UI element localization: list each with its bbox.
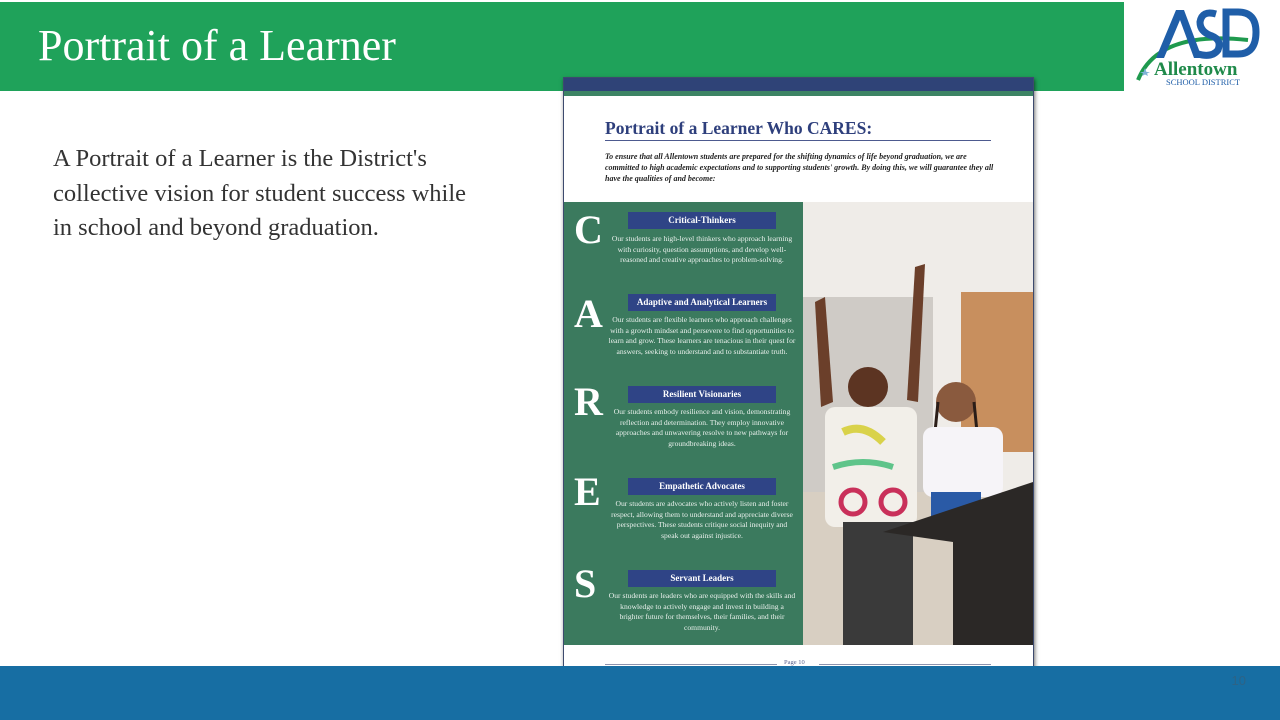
cares-description: Our students are flexible learners who approach challenges with a growth mindset and persevere to find opportunities to learn and grow. These learners are tenacious in their quest for answers, seeking to understand and to substantiate truth.	[608, 315, 796, 356]
doc-intro: To ensure that all Allentown students are prepared for the shifting dynamics of life beyond graduation, we are committed to high academic expectations and to supporting students' growth. By doing this, we will guarantee they all have the qualities of and become:	[605, 152, 994, 183]
cares-label: Empathetic Advocates	[628, 478, 776, 495]
slide-body-text: A Portrait of a Learner is the District's collective vision for student success while in school and beyond graduation.	[53, 145, 466, 241]
cares-letter: C	[574, 207, 603, 252]
students-photo-image	[803, 202, 1033, 645]
cares-description: Our students are high-level thinkers who approach learning with curiosity, question assumptions, and develop well-reasoned and creative approaches to problem-solving.	[611, 234, 793, 264]
footer-rule	[605, 664, 777, 665]
cares-label: Critical-Thinkers	[628, 212, 776, 229]
doc-header-stripe	[564, 91, 1033, 96]
slide-number: 10	[1231, 673, 1246, 688]
cares-letter: A	[574, 291, 603, 336]
doc-heading: Portrait of a Learner Who CARES:	[605, 118, 873, 138]
students-photo	[803, 202, 1033, 645]
cares-letter: S	[574, 561, 597, 606]
portrait-document-page	[563, 77, 1034, 685]
cares-letter: E	[574, 469, 601, 514]
svg-text:Allentown: Allentown	[1154, 59, 1238, 80]
doc-header-band	[564, 78, 1033, 91]
cares-label: Adaptive and Analytical Learners	[628, 294, 776, 311]
district-logo	[1128, 0, 1280, 92]
bottom-bar	[0, 666, 1280, 720]
asd-logo-icon	[1128, 0, 1280, 92]
svg-text:SCHOOL DISTRICT: SCHOOL DISTRICT	[1166, 77, 1241, 87]
cares-letter: R	[574, 379, 603, 424]
cares-label: Resilient Visionaries	[628, 386, 776, 403]
slide-title: Portrait of a Learner	[38, 21, 396, 70]
cares-description: Our students are advocates who actively listen and foster respect, allowing them to understand and appreciate diverse perspectives. These students critique social inequity and speak out against injustice.	[611, 499, 793, 540]
cares-description: Our students are leaders who are equipped with the skills and knowledge to actively engage and invest in building a brighter future for themselves, their families, and their community.	[608, 591, 796, 632]
cares-label: Servant Leaders	[628, 570, 776, 587]
cares-description: Our students embody resilience and vision, demonstrating reflection and determination. They employ innovative approaches and unwavering resolve to new pathways for groundbreaking ideas.	[613, 407, 791, 448]
cares-panel	[564, 202, 803, 645]
doc-heading-rule	[605, 140, 991, 141]
footer-rule	[819, 664, 991, 665]
doc-page-number: Page 10	[784, 659, 805, 666]
